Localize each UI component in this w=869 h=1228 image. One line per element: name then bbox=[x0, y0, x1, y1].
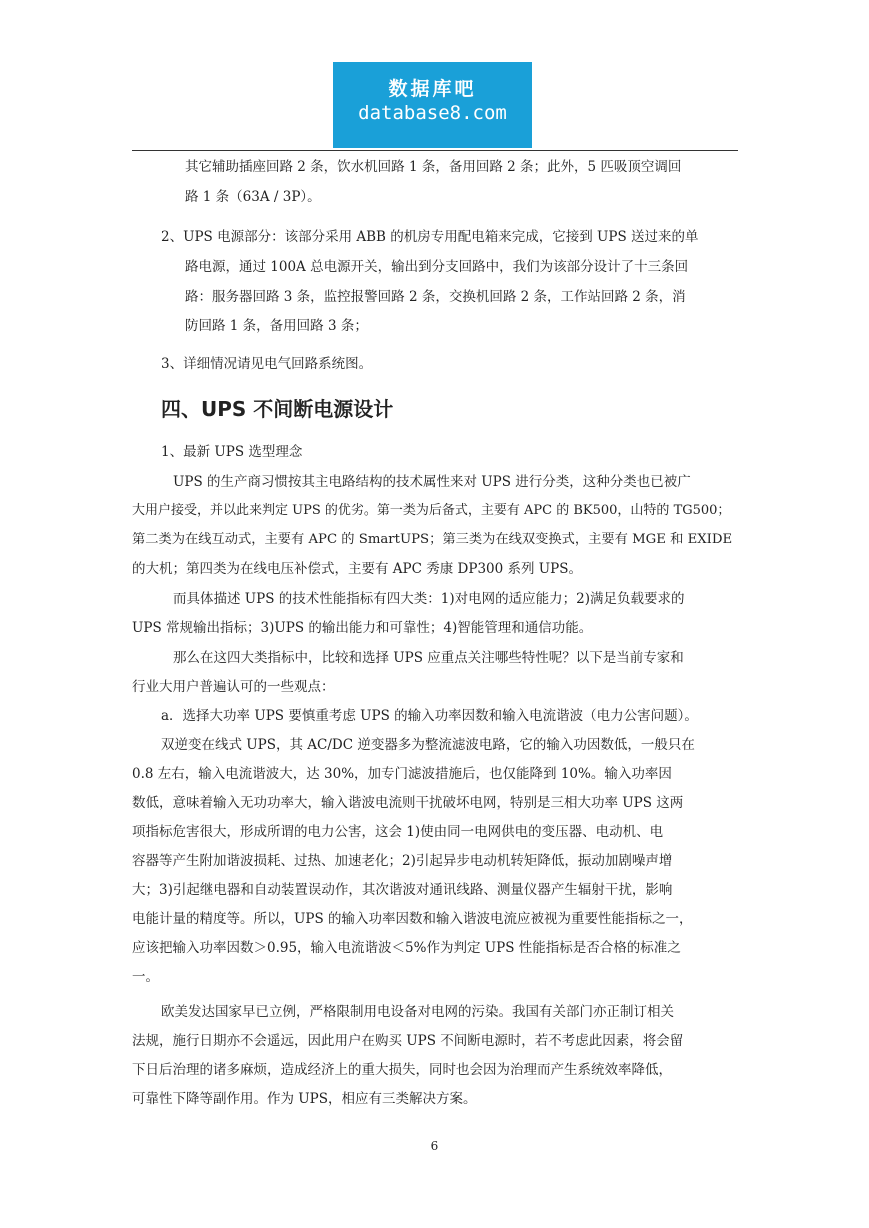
section-heading: 四、UPS 不间断电源设计 bbox=[161, 397, 394, 421]
text-line: 容器等产生附加谐波损耗、过热、加速老化；2)引起异步电动机转矩降低，振动加剧噪声增 bbox=[132, 853, 673, 869]
text-line: 双逆变在线式 UPS，其 AC/DC 逆变器多为整流滤波电路，它的输入功因数低，一般只在 bbox=[161, 737, 695, 753]
text-line: 2、UPS 电源部分：该部分采用 ABB 的机房专用配电箱来完成，它接到 UPS 送过来的单 bbox=[161, 229, 699, 245]
text-line: 可靠性下降等副作用。作为 UPS，相应有三类解决方案。 bbox=[132, 1091, 477, 1107]
text-line: 其它辅助插座回路 2 条，饮水机回路 1 条，备用回路 2 条；此外，5 匹吸顶空调回 bbox=[185, 159, 682, 175]
text-line: 行业大用户普遍认可的一些观点： bbox=[132, 679, 335, 695]
text-line: 路：服务器回路 3 条，监控报警回路 2 条，交换机回路 2 条，工作站回路 2 条，消 bbox=[185, 289, 686, 305]
logo bbox=[333, 62, 532, 148]
subsection-title: 1、最新 UPS 选型理念 bbox=[161, 444, 303, 460]
text-line: 路 1 条（63A / 3P）。 bbox=[185, 189, 321, 205]
text-line: 法规，施行日期亦不会遥远，因此用户在购买 UPS 不间断电源时，若不考虑此因素，将会留 bbox=[132, 1033, 684, 1049]
text-line: 下日后治理的诸多麻烦，造成经济上的重大损失，同时也会因为治理而产生系统效率降低， bbox=[132, 1062, 672, 1078]
text-line: 欧美发达国家早已立例，严格限制用电设备对电网的污染。我国有关部门亦正制订相关 bbox=[161, 1004, 674, 1020]
page-number: 6 bbox=[430, 1139, 439, 1153]
text-line: 0.8 左右，输入电流谐波大，达 30%，加专门滤波措施后，也仅能降到 10%。输入功率因 bbox=[132, 766, 672, 782]
text-line: 防回路 1 条，备用回路 3 条； bbox=[185, 318, 368, 334]
text-line: 第二类为在线互动式，主要有 APC 的 SmartUPS；第三类为在线双变换式，主要有 MGE 和 EXIDE bbox=[132, 532, 733, 547]
text-line: 项指标危害很大，形成所谓的电力公害，这会 1)使由同一电网供电的变压器、电动机、电 bbox=[132, 824, 664, 840]
text-line: UPS 的生产商习惯按其主电路结构的技术属性来对 UPS 进行分类，这种分类也已被广 bbox=[173, 474, 691, 490]
text-line: 数低，意味着输入无功功率大，输入谐波电流则干扰破坏电网，特别是三相大功率 UPS 这两 bbox=[132, 795, 684, 811]
header-rule bbox=[132, 150, 738, 151]
text-line: 应该把输入功率因数＞0.95，输入电流谐波＜5%作为判定 UPS 性能指标是否合格的标准之 bbox=[132, 940, 681, 956]
text-line: 大；3)引起继电器和自动装置误动作，其次谐波对通讯线路、测量仪器产生辐射干扰，影响 bbox=[132, 882, 673, 898]
logo-text-domain: database8.com bbox=[358, 102, 507, 124]
text-line: a．选择大功率 UPS 要慎重考虑 UPS 的输入功率因数和输入电流谐波（电力公害问题）。 bbox=[161, 708, 698, 724]
text-line: 的大机；第四类为在线电压补偿式，主要有 APC 秀康 DP300 系列 UPS。 bbox=[132, 561, 583, 577]
text-line: UPS 常规输出指标；3)UPS 的输出能力和可靠性；4)智能管理和通信功能。 bbox=[132, 620, 593, 636]
logo-text-cn: 数据库吧 bbox=[388, 78, 477, 100]
text-line: 而具体描述 UPS 的技术性能指标有四大类：1)对电网的适应能力；2)满足负载要求的 bbox=[173, 591, 685, 607]
text-line: 路电源，通过 100A 总电源开关，输出到分支回路中，我们为该部分设计了十三条回 bbox=[185, 259, 689, 275]
text-line: 3、详细情况请见电气回路系统图。 bbox=[161, 356, 373, 372]
text-line: 那么在这四大类指标中，比较和选择 UPS 应重点关注哪些特性呢？以下是当前专家和 bbox=[173, 650, 684, 666]
text-line: 电能计量的精度等。所以，UPS 的输入功率因数和输入谐波电流应被视为重要性能指标之一， bbox=[132, 911, 693, 927]
text-line: 一。 bbox=[132, 969, 159, 985]
text-line: 大用户接受，并以此来判定 UPS 的优劣。第一类为后备式，主要有 APC 的 BK500，山特的 TG500； bbox=[132, 503, 731, 518]
